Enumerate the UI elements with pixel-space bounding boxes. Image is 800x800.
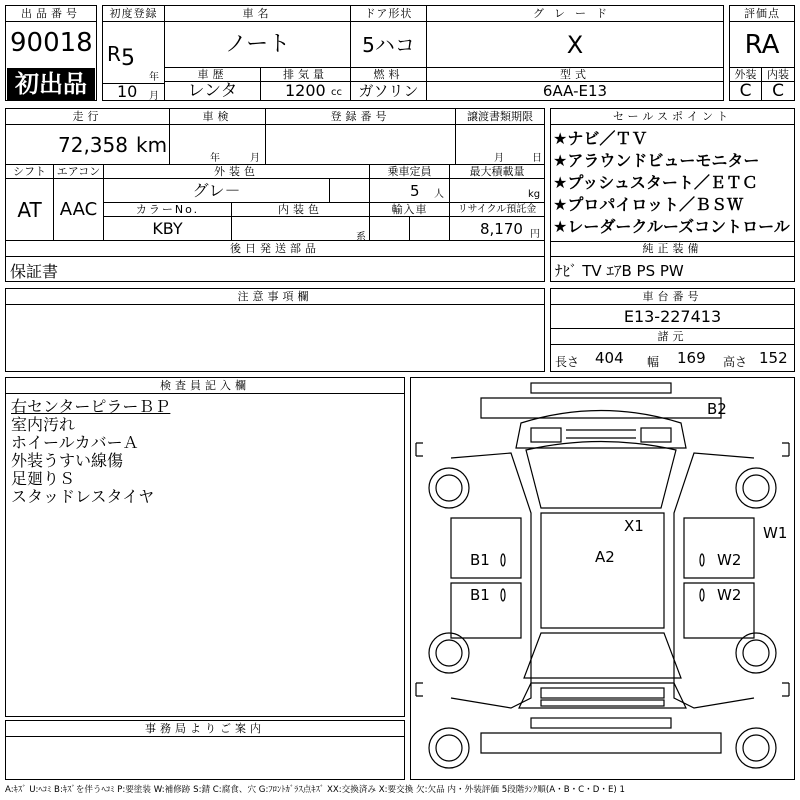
sales-point: ★レーダークルーズコントロール	[553, 217, 790, 236]
sales-point: ★プッシュスタート／ＥＴＣ	[553, 173, 758, 192]
inspector-notes	[11, 398, 401, 506]
model-value: 6AA-E13	[542, 82, 608, 100]
inspector-line: 外装うすい線傷	[11, 451, 124, 470]
recycle-value: 8,170	[480, 220, 523, 238]
cc-unit: cc	[331, 87, 342, 98]
displacement-label: 排気量	[261, 68, 351, 82]
caution-label: 注意事項欄	[6, 289, 544, 305]
reg-no-label: 登録番号	[266, 109, 456, 125]
inspector-line: スタッドレスタイヤ	[11, 487, 155, 506]
damage-mark-w1: W1	[763, 524, 788, 542]
lot-number: 90018	[10, 28, 93, 58]
inspector-line: ホイールカバーＡ	[11, 433, 139, 452]
inspector-section	[5, 377, 405, 717]
length-value: 404	[595, 349, 624, 367]
displacement-box	[261, 82, 351, 100]
grade-label: グレード	[427, 6, 723, 22]
color-no-label: カラーNo.	[104, 203, 232, 217]
sales-point: ★ナビ／ＴＶ	[553, 129, 648, 148]
height-label: 高さ	[723, 355, 748, 369]
mileage-unit: km	[136, 133, 168, 157]
ac-label: エアコン	[54, 165, 104, 179]
damage-mark-w2-front: W2	[717, 551, 742, 569]
vehicle-details	[5, 108, 545, 282]
sales-point: ★アラウンドビューモニター	[553, 151, 760, 170]
recycle-label: リサイクル預託金	[450, 203, 544, 217]
recycle-box	[450, 217, 544, 241]
capacity-box	[370, 179, 450, 203]
first-reg-label: 初度登録	[103, 6, 165, 22]
color-no-value: KBY	[104, 217, 232, 241]
history-value: レンタ	[165, 82, 261, 100]
capacity-label: 乗車定員	[370, 165, 450, 179]
caution-section	[5, 288, 545, 372]
color-extra	[330, 179, 370, 203]
dims-row	[551, 345, 794, 371]
color-label: 外装色	[104, 165, 370, 179]
office-label: 事務局よりご案内	[6, 721, 404, 737]
score-value: RA	[730, 22, 794, 68]
damage-mark-x1: X1	[624, 517, 644, 535]
import-box-a	[370, 217, 410, 241]
sales-list	[553, 128, 793, 238]
transfer-label: 譲渡書類期限	[456, 109, 544, 125]
sales-point: ★プロパイロット／ＢＳＷ	[553, 195, 744, 214]
transfer-box	[456, 125, 544, 165]
sales-points	[550, 108, 795, 282]
inspection-label: 車検	[170, 109, 266, 125]
reg-year: 5	[121, 46, 135, 71]
width-value: 169	[677, 349, 706, 367]
sales-label: セールスポイント	[551, 109, 794, 125]
year-unit: 年	[149, 72, 159, 83]
width-label: 幅	[647, 355, 660, 369]
later-parts-label: 後日発送部品	[6, 241, 544, 257]
chassis-value: E13-227413	[551, 305, 794, 329]
first-listing-badge	[7, 68, 95, 100]
office-section	[5, 720, 405, 780]
score-section	[729, 5, 795, 101]
first-reg-box	[103, 22, 165, 84]
insp-month-unit: 月	[250, 153, 260, 164]
transfer-month-unit: 月	[494, 153, 504, 164]
mileage-value: 72,358	[58, 133, 128, 157]
top-info	[102, 5, 724, 101]
int-score: C	[772, 81, 784, 101]
damage-mark-b1-front: B1	[470, 551, 490, 569]
mileage-label: 走行	[6, 109, 170, 125]
legend: A:ｷｽﾞ U:ﾍｺﾐ B:ｷｽﾞを伴うﾍｺﾐ P:要塗装 W:補修跡 S:錆 C:腐食、穴 G:ﾌﾛﾝﾄｶﾞﾗｽ点ｷｽﾞ XX:交換済み X:要交換 欠:欠品 内・外装評価 5段階ﾗﾝｸ順(A・B・C・D・E) 1	[5, 785, 625, 795]
inspector-line: 右センターピラーＢＰ	[11, 397, 171, 416]
car-outline	[411, 378, 794, 779]
load-unit: kg	[528, 189, 541, 200]
damage-mark-w2-rear: W2	[717, 586, 742, 604]
ac-value: AAC	[54, 179, 104, 241]
reg-month: 10	[117, 82, 138, 101]
reg-no-box	[266, 125, 456, 165]
lot-no-label: 出品番号	[6, 6, 96, 22]
fuel-value: ガソリン	[351, 82, 427, 100]
capacity-unit: 人	[434, 189, 444, 200]
ext-label: 外装	[730, 68, 762, 82]
equip-value: ﾅﾋﾞ TV ｴｱB PS PW	[555, 262, 684, 280]
first-listing-text: 初出品	[15, 70, 87, 98]
displacement-value: 1200	[285, 81, 326, 100]
damage-mark-b2: B2	[707, 400, 727, 418]
inspector-label: 検査員記入欄	[6, 378, 404, 394]
inspector-line: 室内汚れ	[11, 415, 76, 434]
shift-value: AT	[6, 179, 54, 241]
fuel-label: 燃料	[351, 68, 427, 82]
equip-label: 純正装備	[551, 241, 794, 257]
height-value: 152	[759, 349, 788, 367]
mileage-box	[6, 125, 170, 165]
lot-section	[5, 5, 97, 101]
load-label: 最大積載量	[450, 165, 544, 179]
load-box	[450, 179, 544, 203]
reg-month-box	[103, 84, 165, 100]
color-value: グレ－	[104, 179, 330, 203]
score-label: 評価点	[730, 6, 794, 22]
import-box-b	[410, 217, 450, 241]
car-name: ノート	[165, 22, 351, 68]
door-value: 5ハコ	[351, 22, 427, 68]
era: R	[107, 42, 121, 66]
model-label: 型式	[427, 68, 723, 82]
int-color-label: 内装色	[232, 203, 370, 217]
inspection-box	[170, 125, 266, 165]
grade-value: X	[427, 22, 723, 68]
inspector-line: 足廻りＳ	[11, 469, 76, 488]
chassis-label: 車台番号	[551, 289, 794, 305]
transfer-day-unit: 日	[532, 153, 542, 164]
int-color-unit: 系	[356, 232, 366, 243]
chassis-section	[550, 288, 795, 372]
damage-mark-a2: A2	[595, 548, 615, 566]
history-label: 車歴	[165, 68, 261, 82]
door-label: ドア形状	[351, 6, 427, 22]
car-diagram	[410, 377, 795, 780]
car-name-label: 車名	[165, 6, 351, 22]
damage-mark-b1-rear: B1	[470, 586, 490, 604]
int-label: 内装	[762, 68, 794, 82]
length-label: 長さ	[555, 355, 580, 369]
dims-label: 諸元	[551, 329, 794, 345]
month-unit: 月	[149, 91, 159, 102]
ext-score: C	[730, 82, 762, 100]
recycle-unit: 円	[530, 229, 540, 240]
int-color-box	[232, 217, 370, 241]
shift-label: シフト	[6, 165, 54, 179]
insp-year-unit: 年	[210, 153, 220, 164]
capacity-value: 5	[410, 182, 420, 200]
import-label: 輸入車	[370, 203, 450, 217]
later-parts-value: 保証書	[10, 262, 59, 281]
